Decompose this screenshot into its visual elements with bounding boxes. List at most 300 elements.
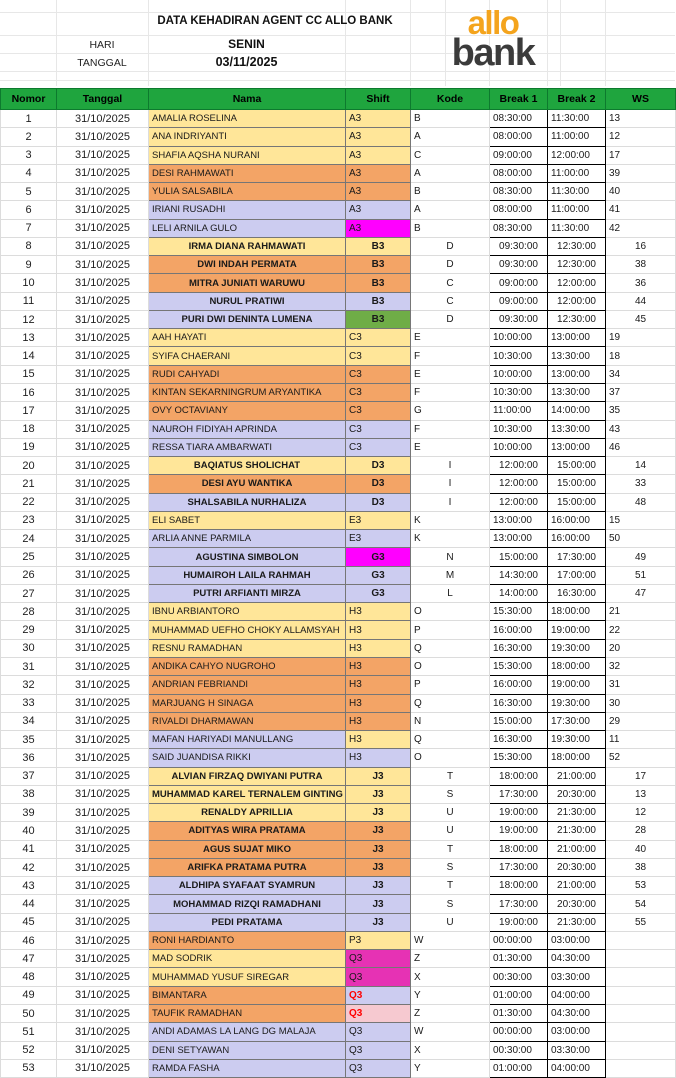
cell-kode[interactable]: A — [411, 201, 490, 219]
cell-ws[interactable]: 41 — [606, 201, 676, 219]
cell-tanggal[interactable]: 31/10/2025 — [57, 913, 149, 931]
cell-ws[interactable]: 17 — [606, 767, 676, 785]
column-header-nomor[interactable]: Nomor — [1, 89, 57, 110]
cell-nama[interactable]: AGUSTINA SIMBOLON — [149, 548, 346, 566]
cell-break1[interactable]: 00:30:00 — [490, 968, 548, 986]
cell-kode[interactable]: T — [411, 840, 490, 858]
cell-tanggal[interactable]: 31/10/2025 — [57, 621, 149, 639]
cell-shift[interactable]: B3 — [346, 256, 411, 274]
cell-break2[interactable]: 21:00:00 — [548, 877, 606, 895]
cell-nama[interactable]: AMALIA ROSELINA — [149, 110, 346, 128]
cell-break2[interactable]: 12:00:00 — [548, 292, 606, 310]
cell-kode[interactable]: L — [411, 584, 490, 602]
cell-nomor[interactable]: 41 — [1, 840, 57, 858]
cell-shift[interactable]: C3 — [346, 420, 411, 438]
cell-ws[interactable]: 38 — [606, 256, 676, 274]
cell-shift[interactable]: J3 — [346, 767, 411, 785]
cell-nama[interactable]: MUHAMMAD YUSUF SIREGAR — [149, 968, 346, 986]
cell-kode[interactable]: B — [411, 219, 490, 237]
cell-nomor[interactable]: 20 — [1, 457, 57, 475]
cell-nomor[interactable]: 27 — [1, 584, 57, 602]
cell-break1[interactable]: 14:00:00 — [490, 584, 548, 602]
cell-ws[interactable]: 33 — [606, 475, 676, 493]
cell-break2[interactable]: 13:30:00 — [548, 420, 606, 438]
cell-break1[interactable]: 08:30:00 — [490, 183, 548, 201]
cell-break1[interactable]: 11:00:00 — [490, 402, 548, 420]
cell-nomor[interactable]: 36 — [1, 749, 57, 767]
cell-tanggal[interactable]: 31/10/2025 — [57, 365, 149, 383]
cell-nama[interactable]: DENI SETYAWAN — [149, 1041, 346, 1059]
cell-ws[interactable]: 28 — [606, 822, 676, 840]
cell-kode[interactable]: P — [411, 676, 490, 694]
cell-nomor[interactable]: 14 — [1, 347, 57, 365]
cell-tanggal[interactable]: 31/10/2025 — [57, 548, 149, 566]
cell-nama[interactable]: ANA INDRIYANTI — [149, 128, 346, 146]
cell-nama[interactable]: NURUL PRATIWI — [149, 292, 346, 310]
cell-nama[interactable]: NAUROH FIDIYAH APRINDA — [149, 420, 346, 438]
cell-shift[interactable]: H3 — [346, 731, 411, 749]
cell-nama[interactable]: ANDI ADAMAS LA LANG DG MALAJA — [149, 1023, 346, 1041]
cell-shift[interactable]: C3 — [346, 438, 411, 456]
column-header-tanggal[interactable]: Tanggal — [57, 89, 149, 110]
cell-shift[interactable]: J3 — [346, 913, 411, 931]
cell-nomor[interactable]: 10 — [1, 274, 57, 292]
cell-break1[interactable]: 12:00:00 — [490, 493, 548, 511]
cell-ws[interactable]: 51 — [606, 566, 676, 584]
cell-tanggal[interactable]: 31/10/2025 — [57, 785, 149, 803]
cell-ws[interactable]: 31 — [606, 676, 676, 694]
cell-nama[interactable]: ALVIAN FIRZAQ DWIYANI PUTRA — [149, 767, 346, 785]
cell-kode[interactable]: U — [411, 804, 490, 822]
cell-tanggal[interactable]: 31/10/2025 — [57, 1023, 149, 1041]
cell-ws[interactable] — [606, 1041, 676, 1059]
cell-kode[interactable]: O — [411, 657, 490, 675]
cell-nama[interactable]: SYIFA CHAERANI — [149, 347, 346, 365]
cell-shift[interactable]: H3 — [346, 639, 411, 657]
cell-shift[interactable]: B3 — [346, 292, 411, 310]
cell-shift[interactable]: P3 — [346, 931, 411, 949]
cell-shift[interactable]: A3 — [346, 219, 411, 237]
cell-shift[interactable]: D3 — [346, 457, 411, 475]
cell-shift[interactable]: A3 — [346, 164, 411, 182]
cell-tanggal[interactable]: 31/10/2025 — [57, 584, 149, 602]
cell-break1[interactable]: 17:30:00 — [490, 785, 548, 803]
cell-tanggal[interactable]: 31/10/2025 — [57, 383, 149, 401]
cell-nama[interactable]: RESNU RAMADHAN — [149, 639, 346, 657]
cell-tanggal[interactable]: 31/10/2025 — [57, 237, 149, 255]
cell-break1[interactable]: 08:00:00 — [490, 201, 548, 219]
cell-break1[interactable]: 10:00:00 — [490, 329, 548, 347]
cell-shift[interactable]: B3 — [346, 237, 411, 255]
column-header-nama[interactable]: Nama — [149, 89, 346, 110]
cell-tanggal[interactable]: 31/10/2025 — [57, 968, 149, 986]
cell-nama[interactable]: ARIFKA PRATAMA PUTRA — [149, 858, 346, 876]
cell-ws[interactable]: 54 — [606, 895, 676, 913]
cell-nomor[interactable]: 31 — [1, 657, 57, 675]
cell-shift[interactable]: E3 — [346, 511, 411, 529]
cell-ws[interactable]: 49 — [606, 548, 676, 566]
cell-break2[interactable]: 03:30:00 — [548, 968, 606, 986]
cell-break2[interactable]: 11:00:00 — [548, 128, 606, 146]
cell-nomor[interactable]: 44 — [1, 895, 57, 913]
cell-kode[interactable]: X — [411, 1041, 490, 1059]
cell-tanggal[interactable]: 31/10/2025 — [57, 402, 149, 420]
cell-ws[interactable]: 14 — [606, 457, 676, 475]
cell-nama[interactable]: BIMANTARA — [149, 986, 346, 1004]
cell-tanggal[interactable]: 31/10/2025 — [57, 457, 149, 475]
cell-break1[interactable]: 18:00:00 — [490, 840, 548, 858]
cell-kode[interactable]: C — [411, 274, 490, 292]
cell-nomor[interactable]: 15 — [1, 365, 57, 383]
cell-tanggal[interactable]: 31/10/2025 — [57, 146, 149, 164]
cell-ws[interactable]: 38 — [606, 858, 676, 876]
cell-break2[interactable]: 11:00:00 — [548, 201, 606, 219]
cell-break1[interactable]: 17:30:00 — [490, 895, 548, 913]
cell-kode[interactable]: S — [411, 858, 490, 876]
cell-break2[interactable]: 21:30:00 — [548, 822, 606, 840]
cell-ws[interactable] — [606, 931, 676, 949]
cell-nomor[interactable]: 52 — [1, 1041, 57, 1059]
cell-tanggal[interactable]: 31/10/2025 — [57, 840, 149, 858]
column-header-shift[interactable]: Shift — [346, 89, 411, 110]
cell-kode[interactable]: Q — [411, 639, 490, 657]
column-header-kode[interactable]: Kode — [411, 89, 490, 110]
cell-shift[interactable]: A3 — [346, 201, 411, 219]
cell-ws[interactable]: 11 — [606, 731, 676, 749]
cell-tanggal[interactable]: 31/10/2025 — [57, 639, 149, 657]
cell-tanggal[interactable]: 31/10/2025 — [57, 128, 149, 146]
cell-break2[interactable]: 13:00:00 — [548, 438, 606, 456]
cell-shift[interactable]: G3 — [346, 566, 411, 584]
cell-nomor[interactable]: 18 — [1, 420, 57, 438]
cell-nama[interactable]: MARJUANG H SINAGA — [149, 694, 346, 712]
cell-nomor[interactable]: 47 — [1, 950, 57, 968]
cell-break2[interactable]: 03:00:00 — [548, 931, 606, 949]
cell-tanggal[interactable]: 31/10/2025 — [57, 329, 149, 347]
cell-break2[interactable]: 16:00:00 — [548, 511, 606, 529]
cell-ws[interactable]: 34 — [606, 365, 676, 383]
cell-tanggal[interactable]: 31/10/2025 — [57, 895, 149, 913]
cell-nama[interactable]: DESI AYU WANTIKA — [149, 475, 346, 493]
cell-ws[interactable]: 48 — [606, 493, 676, 511]
cell-tanggal[interactable]: 31/10/2025 — [57, 950, 149, 968]
cell-ws[interactable]: 52 — [606, 749, 676, 767]
cell-kode[interactable]: E — [411, 329, 490, 347]
cell-kode[interactable]: A — [411, 164, 490, 182]
cell-shift[interactable]: J3 — [346, 840, 411, 858]
cell-nomor[interactable]: 12 — [1, 310, 57, 328]
cell-shift[interactable]: A3 — [346, 183, 411, 201]
cell-break2[interactable]: 03:00:00 — [548, 1023, 606, 1041]
hari-value[interactable]: SENIN — [228, 37, 265, 51]
cell-ws[interactable] — [606, 950, 676, 968]
cell-kode[interactable]: S — [411, 785, 490, 803]
cell-tanggal[interactable]: 31/10/2025 — [57, 749, 149, 767]
cell-kode[interactable]: C — [411, 292, 490, 310]
cell-break2[interactable]: 13:30:00 — [548, 347, 606, 365]
cell-kode[interactable]: Q — [411, 731, 490, 749]
cell-kode[interactable]: O — [411, 749, 490, 767]
cell-break2[interactable]: 19:30:00 — [548, 694, 606, 712]
cell-nama[interactable]: SHAFIA AQSHA NURANI — [149, 146, 346, 164]
cell-nomor[interactable]: 24 — [1, 530, 57, 548]
cell-break2[interactable]: 15:00:00 — [548, 493, 606, 511]
cell-nama[interactable]: PEDI PRATAMA — [149, 913, 346, 931]
cell-nomor[interactable]: 45 — [1, 913, 57, 931]
cell-break1[interactable]: 17:30:00 — [490, 858, 548, 876]
cell-nomor[interactable]: 51 — [1, 1023, 57, 1041]
cell-ws[interactable]: 50 — [606, 530, 676, 548]
cell-kode[interactable]: S — [411, 895, 490, 913]
cell-nama[interactable]: AAH HAYATI — [149, 329, 346, 347]
cell-break2[interactable]: 21:00:00 — [548, 840, 606, 858]
cell-kode[interactable]: T — [411, 877, 490, 895]
cell-ws[interactable] — [606, 1023, 676, 1041]
cell-ws[interactable]: 53 — [606, 877, 676, 895]
cell-kode[interactable]: Z — [411, 1005, 490, 1023]
cell-shift[interactable]: J3 — [346, 785, 411, 803]
cell-break1[interactable]: 10:00:00 — [490, 438, 548, 456]
cell-break2[interactable]: 17:30:00 — [548, 712, 606, 730]
cell-nama[interactable]: MITRA JUNIATI WARUWU — [149, 274, 346, 292]
cell-tanggal[interactable]: 31/10/2025 — [57, 804, 149, 822]
cell-ws[interactable] — [606, 1005, 676, 1023]
cell-nama[interactable]: MUHAMMAD KAREL TERNALEM GINTING — [149, 785, 346, 803]
cell-tanggal[interactable]: 31/10/2025 — [57, 603, 149, 621]
cell-break2[interactable]: 15:00:00 — [548, 457, 606, 475]
cell-break2[interactable]: 17:00:00 — [548, 566, 606, 584]
cell-break2[interactable]: 12:30:00 — [548, 256, 606, 274]
cell-kode[interactable]: Y — [411, 1059, 490, 1077]
cell-tanggal[interactable]: 31/10/2025 — [57, 164, 149, 182]
cell-break2[interactable]: 13:00:00 — [548, 329, 606, 347]
cell-shift[interactable]: H3 — [346, 749, 411, 767]
cell-nomor[interactable]: 23 — [1, 511, 57, 529]
cell-kode[interactable]: B — [411, 110, 490, 128]
cell-break1[interactable]: 08:30:00 — [490, 110, 548, 128]
cell-break2[interactable]: 12:00:00 — [548, 146, 606, 164]
cell-shift[interactable]: C3 — [346, 402, 411, 420]
cell-tanggal[interactable]: 31/10/2025 — [57, 511, 149, 529]
cell-break1[interactable]: 00:00:00 — [490, 931, 548, 949]
cell-kode[interactable]: K — [411, 530, 490, 548]
cell-shift[interactable]: E3 — [346, 530, 411, 548]
cell-nomor[interactable]: 13 — [1, 329, 57, 347]
cell-ws[interactable]: 15 — [606, 511, 676, 529]
cell-nomor[interactable]: 43 — [1, 877, 57, 895]
cell-kode[interactable]: E — [411, 438, 490, 456]
cell-break1[interactable]: 09:00:00 — [490, 292, 548, 310]
cell-break2[interactable]: 11:00:00 — [548, 164, 606, 182]
cell-nama[interactable]: IRMA DIANA RAHMAWATI — [149, 237, 346, 255]
cell-ws[interactable]: 42 — [606, 219, 676, 237]
cell-nama[interactable]: MAD SODRIK — [149, 950, 346, 968]
cell-break1[interactable]: 01:00:00 — [490, 986, 548, 1004]
cell-tanggal[interactable]: 31/10/2025 — [57, 877, 149, 895]
cell-nama[interactable]: RESSA TIARA AMBARWATI — [149, 438, 346, 456]
cell-tanggal[interactable]: 31/10/2025 — [57, 986, 149, 1004]
cell-kode[interactable]: N — [411, 548, 490, 566]
cell-break2[interactable]: 15:00:00 — [548, 475, 606, 493]
cell-shift[interactable]: Q3 — [346, 1041, 411, 1059]
cell-break2[interactable]: 21:30:00 — [548, 913, 606, 931]
cell-break1[interactable]: 01:30:00 — [490, 1005, 548, 1023]
cell-break1[interactable]: 18:00:00 — [490, 877, 548, 895]
cell-break1[interactable]: 16:30:00 — [490, 639, 548, 657]
cell-ws[interactable]: 47 — [606, 584, 676, 602]
cell-kode[interactable]: I — [411, 457, 490, 475]
cell-break2[interactable]: 11:30:00 — [548, 110, 606, 128]
cell-nama[interactable]: DESI RAHMAWATI — [149, 164, 346, 182]
cell-break2[interactable]: 21:00:00 — [548, 767, 606, 785]
cell-ws[interactable]: 46 — [606, 438, 676, 456]
cell-shift[interactable]: Q3 — [346, 1005, 411, 1023]
cell-break1[interactable]: 01:00:00 — [490, 1059, 548, 1077]
cell-shift[interactable]: C3 — [346, 365, 411, 383]
cell-break1[interactable]: 12:00:00 — [490, 475, 548, 493]
cell-nama[interactable]: KINTAN SEKARNINGRUM ARYANTIKA — [149, 383, 346, 401]
cell-ws[interactable] — [606, 968, 676, 986]
cell-break1[interactable]: 16:00:00 — [490, 676, 548, 694]
cell-shift[interactable]: Q3 — [346, 986, 411, 1004]
cell-ws[interactable]: 20 — [606, 639, 676, 657]
cell-break1[interactable]: 00:00:00 — [490, 1023, 548, 1041]
cell-nomor[interactable]: 1 — [1, 110, 57, 128]
cell-shift[interactable]: G3 — [346, 548, 411, 566]
cell-break1[interactable]: 10:30:00 — [490, 383, 548, 401]
cell-shift[interactable]: C3 — [346, 329, 411, 347]
cell-tanggal[interactable]: 31/10/2025 — [57, 822, 149, 840]
cell-break2[interactable]: 13:00:00 — [548, 365, 606, 383]
cell-break2[interactable]: 18:00:00 — [548, 657, 606, 675]
cell-shift[interactable]: J3 — [346, 822, 411, 840]
cell-nomor[interactable]: 6 — [1, 201, 57, 219]
cell-shift[interactable]: C3 — [346, 383, 411, 401]
cell-break1[interactable]: 09:30:00 — [490, 310, 548, 328]
cell-nama[interactable]: SAID JUANDISA RIKKI — [149, 749, 346, 767]
cell-kode[interactable]: T — [411, 767, 490, 785]
cell-nama[interactable]: RENALDY APRILLIA — [149, 804, 346, 822]
column-header-break-1[interactable]: Break 1 — [490, 89, 548, 110]
cell-tanggal[interactable]: 31/10/2025 — [57, 566, 149, 584]
cell-nomor[interactable]: 17 — [1, 402, 57, 420]
cell-shift[interactable]: H3 — [346, 657, 411, 675]
cell-nomor[interactable]: 49 — [1, 986, 57, 1004]
cell-break1[interactable]: 10:30:00 — [490, 347, 548, 365]
cell-nama[interactable]: IRIANI RUSADHI — [149, 201, 346, 219]
cell-nomor[interactable]: 7 — [1, 219, 57, 237]
cell-nomor[interactable]: 8 — [1, 237, 57, 255]
cell-tanggal[interactable]: 31/10/2025 — [57, 530, 149, 548]
cell-kode[interactable]: D — [411, 237, 490, 255]
cell-ws[interactable]: 39 — [606, 164, 676, 182]
cell-ws[interactable]: 18 — [606, 347, 676, 365]
cell-ws[interactable]: 40 — [606, 183, 676, 201]
cell-nomor[interactable]: 34 — [1, 712, 57, 730]
cell-nomor[interactable]: 46 — [1, 931, 57, 949]
cell-kode[interactable]: Z — [411, 950, 490, 968]
cell-shift[interactable]: C3 — [346, 347, 411, 365]
cell-kode[interactable]: M — [411, 566, 490, 584]
cell-break2[interactable]: 12:00:00 — [548, 274, 606, 292]
cell-break1[interactable]: 13:00:00 — [490, 530, 548, 548]
cell-break1[interactable]: 14:30:00 — [490, 566, 548, 584]
cell-tanggal[interactable]: 31/10/2025 — [57, 475, 149, 493]
cell-nomor[interactable]: 28 — [1, 603, 57, 621]
cell-break2[interactable]: 04:30:00 — [548, 1005, 606, 1023]
cell-nama[interactable]: MOHAMMAD RIZQI RAMADHANI — [149, 895, 346, 913]
cell-ws[interactable]: 29 — [606, 712, 676, 730]
cell-kode[interactable]: K — [411, 511, 490, 529]
cell-nama[interactable]: YULIA SALSABILA — [149, 183, 346, 201]
cell-break2[interactable]: 12:30:00 — [548, 237, 606, 255]
cell-break1[interactable]: 16:30:00 — [490, 694, 548, 712]
cell-ws[interactable]: 37 — [606, 383, 676, 401]
cell-nama[interactable]: SHALSABILA NURHALIZA — [149, 493, 346, 511]
cell-nomor[interactable]: 42 — [1, 858, 57, 876]
cell-nomor[interactable]: 25 — [1, 548, 57, 566]
cell-tanggal[interactable]: 31/10/2025 — [57, 274, 149, 292]
cell-ws[interactable]: 17 — [606, 146, 676, 164]
cell-tanggal[interactable]: 31/10/2025 — [57, 657, 149, 675]
cell-break2[interactable]: 18:00:00 — [548, 603, 606, 621]
cell-break2[interactable]: 19:30:00 — [548, 639, 606, 657]
cell-nomor[interactable]: 40 — [1, 822, 57, 840]
cell-kode[interactable]: O — [411, 603, 490, 621]
cell-tanggal[interactable]: 31/10/2025 — [57, 731, 149, 749]
cell-break2[interactable]: 20:30:00 — [548, 895, 606, 913]
cell-nomor[interactable]: 53 — [1, 1059, 57, 1077]
cell-shift[interactable]: J3 — [346, 804, 411, 822]
cell-tanggal[interactable]: 31/10/2025 — [57, 712, 149, 730]
cell-nomor[interactable]: 37 — [1, 767, 57, 785]
cell-kode[interactable]: A — [411, 128, 490, 146]
cell-shift[interactable]: H3 — [346, 676, 411, 694]
cell-ws[interactable]: 35 — [606, 402, 676, 420]
cell-ws[interactable]: 19 — [606, 329, 676, 347]
cell-ws[interactable]: 40 — [606, 840, 676, 858]
cell-nama[interactable]: RIVALDI DHARMAWAN — [149, 712, 346, 730]
cell-nama[interactable]: ALDHIPA SYAFAAT SYAMRUN — [149, 877, 346, 895]
cell-shift[interactable]: Q3 — [346, 950, 411, 968]
cell-break2[interactable]: 12:30:00 — [548, 310, 606, 328]
cell-nama[interactable]: PUTRI ARFIANTI MIRZA — [149, 584, 346, 602]
cell-nomor[interactable]: 5 — [1, 183, 57, 201]
cell-nama[interactable]: RAMDA FASHA — [149, 1059, 346, 1077]
cell-kode[interactable]: B — [411, 183, 490, 201]
cell-kode[interactable]: N — [411, 712, 490, 730]
cell-break2[interactable]: 20:30:00 — [548, 858, 606, 876]
cell-tanggal[interactable]: 31/10/2025 — [57, 858, 149, 876]
cell-nomor[interactable]: 3 — [1, 146, 57, 164]
cell-nomor[interactable]: 50 — [1, 1005, 57, 1023]
cell-tanggal[interactable]: 31/10/2025 — [57, 420, 149, 438]
cell-ws[interactable]: 16 — [606, 237, 676, 255]
cell-nomor[interactable]: 35 — [1, 731, 57, 749]
cell-kode[interactable]: D — [411, 256, 490, 274]
cell-ws[interactable]: 55 — [606, 913, 676, 931]
cell-kode[interactable]: F — [411, 420, 490, 438]
cell-break1[interactable]: 12:00:00 — [490, 457, 548, 475]
cell-break1[interactable]: 09:00:00 — [490, 146, 548, 164]
cell-nama[interactable]: ADITYAS WIRA PRATAMA — [149, 822, 346, 840]
cell-nomor[interactable]: 32 — [1, 676, 57, 694]
cell-nomor[interactable]: 29 — [1, 621, 57, 639]
cell-kode[interactable]: D — [411, 310, 490, 328]
cell-shift[interactable]: J3 — [346, 895, 411, 913]
cell-tanggal[interactable]: 31/10/2025 — [57, 676, 149, 694]
cell-tanggal[interactable]: 31/10/2025 — [57, 493, 149, 511]
